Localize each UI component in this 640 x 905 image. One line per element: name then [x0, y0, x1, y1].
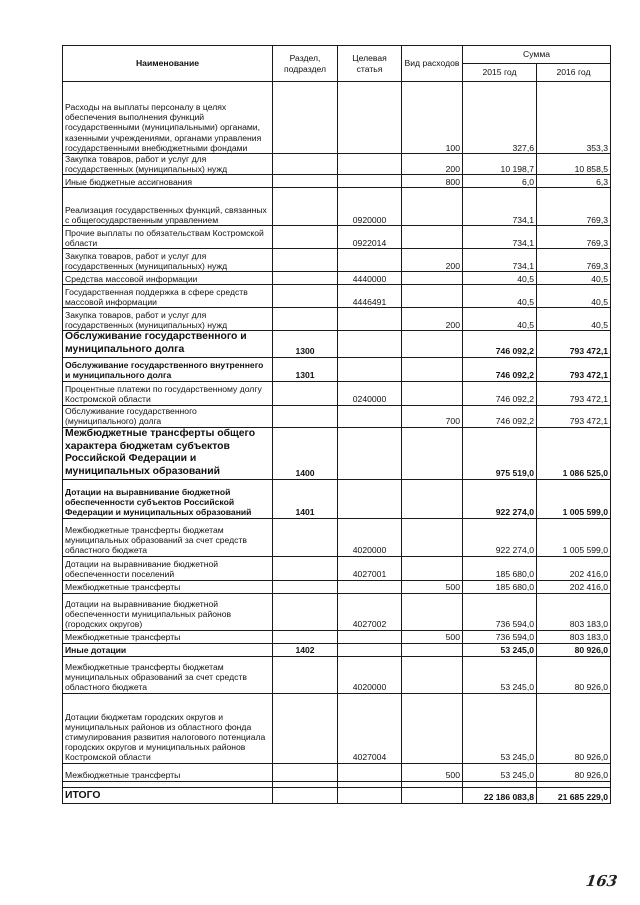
row-kind — [402, 656, 463, 693]
row-value-2015: 40,5 — [463, 285, 537, 308]
row-kind: 700 — [402, 405, 463, 427]
row-section — [273, 630, 338, 643]
row-name: Расходы на выплаты персоналу в целях обеспечения выполнения функций государственными (муниципальными) органами, казенными учреждениями, органами управления государственными внебюджетными фондами — [63, 82, 273, 154]
page-number: 163 — [584, 872, 619, 890]
row-section — [273, 154, 338, 175]
row-value-2016: 793 472,1 — [537, 357, 611, 381]
row-value-2015: 185 680,0 — [463, 556, 537, 580]
row-target — [338, 479, 402, 518]
row-value-2015: 734,1 — [463, 226, 537, 249]
row-kind — [402, 643, 463, 656]
row-kind: 500 — [402, 630, 463, 643]
row-section — [273, 580, 338, 593]
row-value-2015: 10 198,7 — [463, 154, 537, 175]
table-row — [63, 188, 611, 226]
row-value-2015: 40,5 — [463, 272, 537, 285]
total-row — [63, 787, 611, 803]
row-target — [338, 630, 402, 643]
row-kind — [402, 479, 463, 518]
row-kind — [402, 188, 463, 226]
row-name: Иные бюджетные ассигнования — [63, 175, 273, 188]
total-label: ИТОГО — [63, 787, 273, 803]
row-target: 0922014 — [338, 226, 402, 249]
row-kind — [402, 226, 463, 249]
row-target — [338, 643, 402, 656]
row-value-2015: 185 680,0 — [463, 580, 537, 593]
row-value-2015: 53 245,0 — [463, 656, 537, 693]
row-name: Дотации на выравнивание бюджетной обеспеченности субъектов Российской Федерации и муниципальных образований — [63, 479, 273, 518]
row-section — [273, 226, 338, 249]
header-section: Раздел, подраздел — [273, 46, 338, 82]
row-kind — [402, 357, 463, 381]
row-value-2016: 202 416,0 — [537, 556, 611, 580]
row-section — [273, 381, 338, 405]
row-target — [338, 249, 402, 272]
table-row — [63, 518, 611, 556]
row-section — [273, 175, 338, 188]
row-target: 4020000 — [338, 518, 402, 556]
row-target: 0920000 — [338, 188, 402, 226]
row-name: Прочие выплаты по обязательствам Костромской области — [63, 226, 273, 249]
row-section: 1400 — [273, 427, 338, 479]
header-target: Целевая статья — [338, 46, 402, 82]
row-name: Закупка товаров, работ и услуг для государственных (муниципальных) нужд — [63, 154, 273, 175]
row-target — [338, 82, 402, 154]
row-kind — [402, 381, 463, 405]
row-section — [273, 518, 338, 556]
row-value-2016: 769,3 — [537, 226, 611, 249]
row-value-2016: 1 005 599,0 — [537, 518, 611, 556]
row-target — [338, 175, 402, 188]
row-target: 4027004 — [338, 693, 402, 763]
row-name: Межбюджетные трансферты бюджетам муниципальных образований за счет средств областного бюджета — [63, 656, 273, 693]
table-row — [63, 479, 611, 518]
row-value-2016: 202 416,0 — [537, 580, 611, 593]
row-value-2016: 353,3 — [537, 82, 611, 154]
row-target — [338, 580, 402, 593]
header-sum: Сумма — [463, 46, 611, 64]
row-kind — [402, 331, 463, 357]
row-value-2015: 746 092,2 — [463, 381, 537, 405]
row-kind: 500 — [402, 763, 463, 781]
row-kind: 800 — [402, 175, 463, 188]
row-value-2015: 736 594,0 — [463, 593, 537, 630]
row-kind: 200 — [402, 249, 463, 272]
row-section — [273, 188, 338, 226]
row-name: Межбюджетные трансферты общего характера бюджетам субъектов Российской Федерации и муниципальных образований — [63, 427, 273, 479]
row-value-2016: 803 183,0 — [537, 593, 611, 630]
row-value-2016: 80 926,0 — [537, 643, 611, 656]
row-value-2015: 746 092,2 — [463, 331, 537, 357]
header-name: Наименование — [63, 46, 273, 82]
table-row — [63, 763, 611, 781]
row-kind — [402, 285, 463, 308]
budget-table — [62, 45, 611, 804]
row-section — [273, 249, 338, 272]
row-name: Обслуживание государственного (муниципального) долга — [63, 405, 273, 427]
row-section — [273, 405, 338, 427]
row-name: Реализация государственных функций, связанных с общегосударственным управлением — [63, 188, 273, 226]
row-target — [338, 154, 402, 175]
row-name: Дотации бюджетам городских округов и муниципальных районов из областного фонда стимулирования развития налогового потенциала городских округов и муниципальных районов Костромской области — [63, 693, 273, 763]
table-body — [63, 82, 611, 782]
row-target: 4020000 — [338, 656, 402, 693]
row-value-2016: 793 472,1 — [537, 381, 611, 405]
row-section: 1300 — [273, 331, 338, 357]
table-row — [63, 154, 611, 175]
row-section: 1402 — [273, 643, 338, 656]
row-name: Дотации на выравнивание бюджетной обеспеченности муниципальных районов (городских округов) — [63, 593, 273, 630]
row-value-2015: 922 274,0 — [463, 479, 537, 518]
row-kind: 200 — [402, 154, 463, 175]
row-value-2016: 769,3 — [537, 188, 611, 226]
table-row — [63, 357, 611, 381]
row-section: 1301 — [273, 357, 338, 381]
row-kind — [402, 556, 463, 580]
table-row — [63, 580, 611, 593]
row-value-2016: 1 086 525,0 — [537, 427, 611, 479]
row-target: 0240000 — [338, 381, 402, 405]
row-value-2015: 327,6 — [463, 82, 537, 154]
table-row — [63, 331, 611, 357]
row-name: Закупка товаров, работ и услуг для государственных (муниципальных) нужд — [63, 308, 273, 331]
row-name: Обслуживание государственного и муниципального долга — [63, 331, 273, 357]
row-name: Дотации на выравнивание бюджетной обеспеченности поселений — [63, 556, 273, 580]
row-target: 4446491 — [338, 285, 402, 308]
row-section — [273, 763, 338, 781]
row-value-2016: 10 858,5 — [537, 154, 611, 175]
header-2015: 2015 год — [463, 64, 537, 82]
row-section — [273, 285, 338, 308]
row-value-2015: 53 245,0 — [463, 693, 537, 763]
row-section — [273, 82, 338, 154]
row-kind: 500 — [402, 580, 463, 593]
row-section: 1401 — [273, 479, 338, 518]
row-value-2016: 40,5 — [537, 308, 611, 331]
row-name: Средства массовой информации — [63, 272, 273, 285]
table-row — [63, 285, 611, 308]
row-value-2015: 53 245,0 — [463, 763, 537, 781]
table-row — [63, 82, 611, 154]
row-value-2015: 922 274,0 — [463, 518, 537, 556]
row-section — [273, 272, 338, 285]
table-row — [63, 249, 611, 272]
row-section — [273, 593, 338, 630]
row-value-2016: 40,5 — [537, 272, 611, 285]
row-target — [338, 405, 402, 427]
row-value-2015: 975 519,0 — [463, 427, 537, 479]
row-value-2015: 746 092,2 — [463, 357, 537, 381]
row-value-2016: 6,3 — [537, 175, 611, 188]
row-kind — [402, 427, 463, 479]
row-kind: 100 — [402, 82, 463, 154]
row-name: Закупка товаров, работ и услуг для государственных (муниципальных) нужд — [63, 249, 273, 272]
table-row — [63, 693, 611, 763]
row-value-2015: 746 092,2 — [463, 405, 537, 427]
row-kind: 200 — [402, 308, 463, 331]
table-row — [63, 175, 611, 188]
row-value-2016: 793 472,1 — [537, 405, 611, 427]
row-value-2016: 1 005 599,0 — [537, 479, 611, 518]
row-section — [273, 693, 338, 763]
row-target: 4027002 — [338, 593, 402, 630]
table-row — [63, 226, 611, 249]
row-target — [338, 357, 402, 381]
table-row — [63, 405, 611, 427]
row-target: 4440000 — [338, 272, 402, 285]
row-section — [273, 308, 338, 331]
row-value-2015: 736 594,0 — [463, 630, 537, 643]
row-value-2016: 80 926,0 — [537, 693, 611, 763]
table-row — [63, 272, 611, 285]
row-value-2016: 40,5 — [537, 285, 611, 308]
row-value-2016: 80 926,0 — [537, 656, 611, 693]
row-target: 4027001 — [338, 556, 402, 580]
row-name: Межбюджетные трансферты — [63, 763, 273, 781]
row-kind — [402, 693, 463, 763]
table-row — [63, 556, 611, 580]
row-value-2016: 80 926,0 — [537, 763, 611, 781]
table-row — [63, 381, 611, 405]
row-name: Межбюджетные трансферты бюджетам муниципальных образований за счет средств областного бюджета — [63, 518, 273, 556]
row-kind — [402, 272, 463, 285]
table-row — [63, 656, 611, 693]
table-row — [63, 308, 611, 331]
row-section — [273, 656, 338, 693]
total-2015: 22 186 083,8 — [463, 787, 537, 803]
row-value-2015: 734,1 — [463, 249, 537, 272]
row-name: Иные дотации — [63, 643, 273, 656]
row-name: Государственная поддержка в сфере средств массовой информации — [63, 285, 273, 308]
table-row — [63, 630, 611, 643]
row-kind — [402, 518, 463, 556]
row-name: Процентные платежи по государственному долгу Костромской области — [63, 381, 273, 405]
row-value-2015: 40,5 — [463, 308, 537, 331]
row-name: Обслуживание государственного внутреннего и муниципального долга — [63, 357, 273, 381]
row-target — [338, 427, 402, 479]
header-kind: Вид расходов — [402, 46, 463, 82]
row-name: Межбюджетные трансферты — [63, 630, 273, 643]
row-value-2015: 734,1 — [463, 188, 537, 226]
table-row — [63, 593, 611, 630]
row-name: Межбюджетные трансферты — [63, 580, 273, 593]
row-value-2015: 6,0 — [463, 175, 537, 188]
row-value-2016: 803 183,0 — [537, 630, 611, 643]
total-2016: 21 685 229,0 — [537, 787, 611, 803]
row-section — [273, 556, 338, 580]
table-row — [63, 427, 611, 479]
row-target — [338, 308, 402, 331]
row-kind — [402, 593, 463, 630]
row-value-2016: 793 472,1 — [537, 331, 611, 357]
row-target — [338, 763, 402, 781]
row-target — [338, 331, 402, 357]
header-2016: 2016 год — [537, 64, 611, 82]
row-value-2015: 53 245,0 — [463, 643, 537, 656]
table-row — [63, 643, 611, 656]
row-value-2016: 769,3 — [537, 249, 611, 272]
